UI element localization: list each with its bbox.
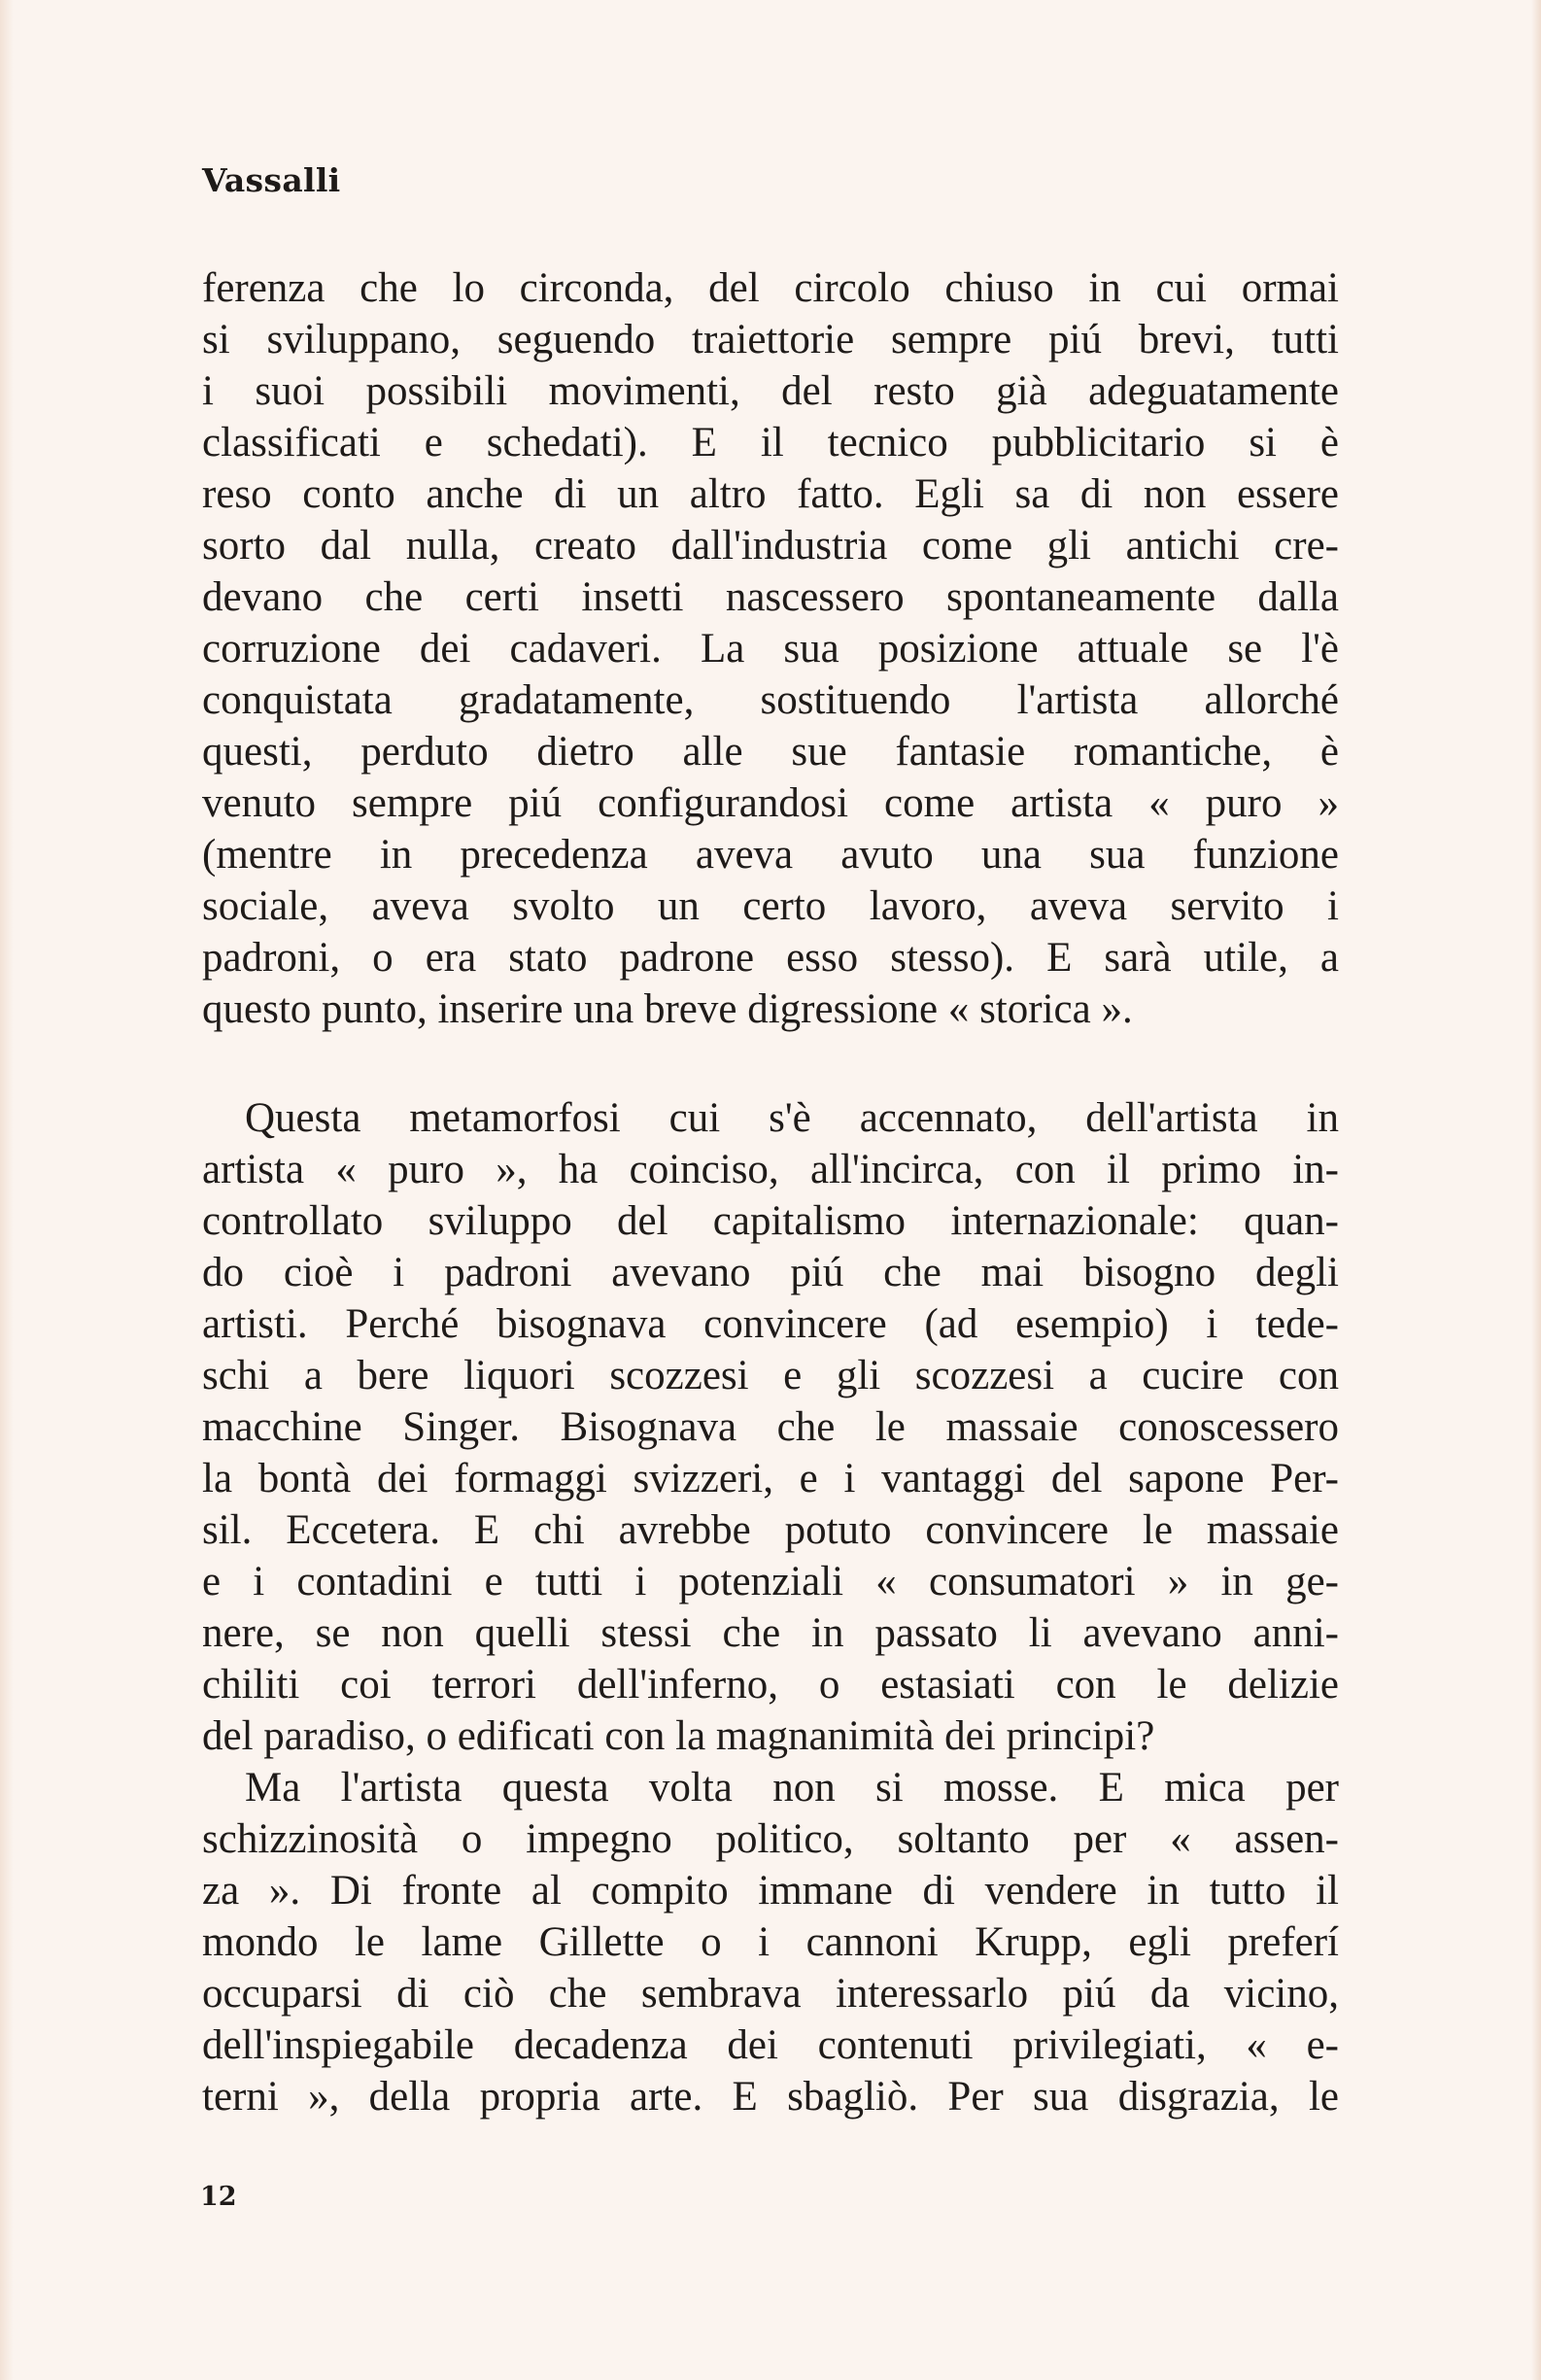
text-line: classificati e schedati). E il tecnico pubblicitario si è [202, 420, 1339, 466]
running-head: Vassalli [202, 161, 341, 199]
page-number: 12 [200, 2182, 237, 2212]
text-line: sil. Eccetera. E chi avrebbe potuto convincere le massaie [202, 1507, 1339, 1553]
text-line: corruzione dei cadaveri. La sua posizione attuale se l'è [202, 626, 1339, 672]
text-line: questo punto, inserire una breve digressione « storica ». [202, 986, 1133, 1032]
text-line: Ma l'artista questa volta non si mosse. E mica per [245, 1765, 1339, 1811]
text-line: chiliti coi terrori dell'inferno, o estasiati con le delizie [202, 1662, 1339, 1707]
text-line: e i contadini e tutti i potenziali « consumatori » in ge- [202, 1559, 1339, 1604]
text-line: schi a bere liquori scozzesi e gli scozzesi a cucire con [202, 1353, 1339, 1398]
text-line: za ». Di fronte al compito immane di vendere in tutto il [202, 1868, 1339, 1914]
page-edge-right [1531, 0, 1541, 2380]
text-line: terni », della propria arte. E sbagliò. Per sua disgrazia, le [202, 2074, 1339, 2120]
text-line: occuparsi di ciò che sembrava interessarlo piú da vicino, [202, 1971, 1339, 2017]
text-line: artisti. Perché bisognava convincere (ad esempio) i tede- [202, 1301, 1339, 1347]
text-line: schizzinosità o impegno politico, soltanto per « assen- [202, 1816, 1339, 1862]
text-line: ferenza che lo circonda, del circolo chiuso in cui ormai [202, 265, 1339, 311]
text-line: macchine Singer. Bisognava che le massaie conoscessero [202, 1404, 1339, 1450]
text-line: padroni, o era stato padrone esso stesso). E sarà utile, a [202, 935, 1339, 981]
text-line: (mentre in precedenza aveva avuto una sua funzione [202, 832, 1339, 878]
text-line: mondo le lame Gillette o i cannoni Krupp, egli preferí [202, 1919, 1339, 1965]
text-line: artista « puro », ha coinciso, all'incirca, con il primo in- [202, 1147, 1339, 1192]
text-line: i suoi possibili movimenti, del resto già adeguatamente [202, 368, 1339, 414]
text-line: dell'inspiegabile decadenza dei contenuti privilegiati, « e- [202, 2022, 1339, 2068]
text-line: sociale, aveva svolto un certo lavoro, aveva servito i [202, 883, 1339, 929]
text-line: si sviluppano, seguendo traiettorie sempre piú brevi, tutti [202, 317, 1339, 362]
text-line: do cioè i padroni avevano piú che mai bisogno degli [202, 1250, 1339, 1295]
text-line: venuto sempre piú configurandosi come artista « puro » [202, 780, 1339, 826]
text-line: conquistata gradatamente, sostituendo l'artista allorché [202, 677, 1339, 723]
text-line: questi, perduto dietro alle sue fantasie romantiche, è [202, 729, 1339, 775]
text-line: Questa metamorfosi cui s'è accennato, dell'artista in [245, 1095, 1339, 1141]
text-line: reso conto anche di un altro fatto. Egli sa di non essere [202, 471, 1339, 517]
page-edge-left [0, 0, 14, 2380]
text-line: controllato sviluppo del capitalismo internazionale: quan- [202, 1198, 1339, 1244]
text-line: del paradiso, o edificati con la magnanimità dei principi? [202, 1713, 1155, 1759]
text-line: la bontà dei formaggi svizzeri, e i vantaggi del sapone Per- [202, 1456, 1339, 1501]
text-line: devano che certi insetti nascessero spontaneamente dalla [202, 574, 1339, 620]
text-line: nere, se non quelli stessi che in passato li avevano anni- [202, 1610, 1339, 1656]
text-line: sorto dal nulla, creato dall'industria come gli antichi cre- [202, 523, 1339, 569]
